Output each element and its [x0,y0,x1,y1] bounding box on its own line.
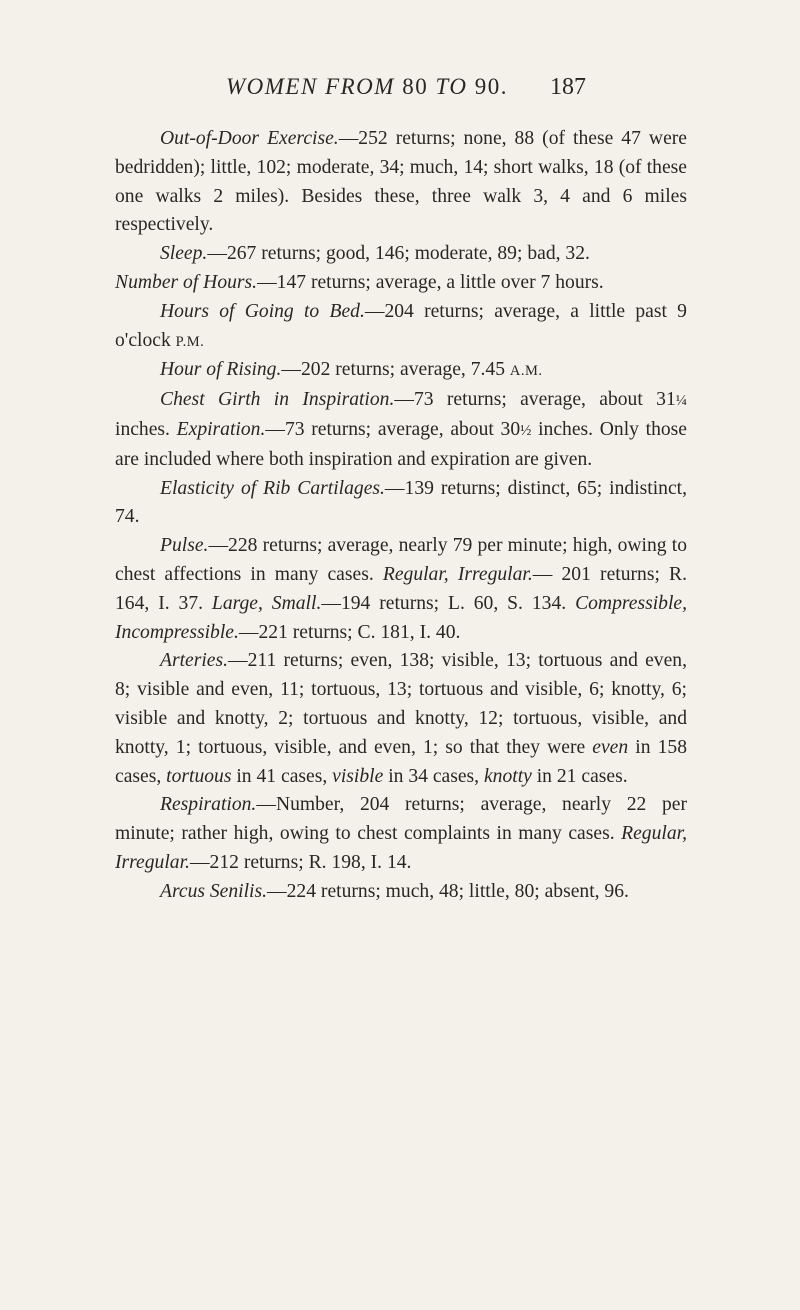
paragraph-text: — 201 returns; R. 164, I. 37. [115,563,687,614]
paragraph-text: —202 returns; average, 7.45 [281,359,510,381]
emphasis: even [592,736,629,758]
section-heading: Hour of Rising. [160,359,282,381]
paragraph-text: —252 returns; none, 88 (of these 47 were bedridden); little, 102; moderate, 34; much, 14; short walks, 18 (of these one walks 2 miles). Besides these, three walk 3, 4 and 6 miles respectively. [115,128,687,236]
body-text [115,125,687,907]
paragraph-arcus-senilis [115,878,687,907]
section-heading: Regular, Irregular. [382,563,533,585]
paragraph-text: —224 returns; much, 48; little, 80; absent, 96. [267,880,629,902]
section-heading: Sleep. [160,243,208,265]
paragraph-number-of-hours [115,269,687,298]
time-suffix: P.M. [175,333,205,350]
paragraph-text: in 34 cases, [383,765,484,787]
paragraph-respiration [115,791,687,877]
paragraph-text: —147 returns; average, a little over 7 hours. [257,271,604,293]
paragraph-chest-girth [115,386,687,474]
paragraph-hours-going-to-bed [115,298,687,357]
running-title-part: TO [428,74,475,99]
page-number: 187 [550,74,586,100]
paragraph-text: —73 returns; average, about 31 [394,389,676,411]
paragraph-pulse [115,532,687,647]
paragraph-text: —Number, 204 returns; average, nearly 22 per minute; rather high, owing to chest complaints in many cases. [115,794,687,845]
section-heading: Regular, Irregular. [115,823,687,873]
running-title-number: 90. [474,74,508,99]
paragraph-text: —211 returns; even, 138; visible, 13; tortuous and even, 8; visible and even, 11; tortuous, 13; tortuous and visible, 6; knotty, 6; visible and knotty, 2; tortuous and knotty, 12; tortuous, visible, and knotty, 1; tortuous, visible, and even, 1; so that they were [115,650,687,758]
section-heading: Elasticity of Rib Cartilages. [160,477,385,499]
paragraph-arteries [115,647,687,791]
section-heading: Number of Hours. [115,271,258,293]
emphasis: visible [332,765,384,787]
section-heading: Hours of Going to Bed. [160,300,365,322]
paragraph-elasticity [115,475,687,533]
running-title-part: WOMEN FROM [226,74,403,99]
paragraph-text: —73 returns; average, about 30 [265,418,521,440]
paragraph-text: —228 returns; average, nearly 79 per minute; high, owing to chest affections in many cases. [115,535,687,585]
paragraph-text: inches. [115,418,177,440]
emphasis: knotty [483,765,532,787]
fraction: ¼ [675,393,687,410]
fraction: ½ [520,422,532,439]
section-heading: Out-of-Door Exercise. [160,128,339,149]
paragraph-text: in 41 cases, [231,765,333,787]
paragraph-text: —221 returns; C. 181, I. 40. [238,621,461,643]
paragraph-sleep [115,240,687,269]
running-head [0,74,800,108]
section-heading: Respiration. [160,794,257,816]
section-heading: Arcus Senilis. [160,880,268,902]
time-suffix: A.M. [509,363,543,380]
section-heading: Large, Small. [211,592,322,614]
running-title-number: 80 [402,74,429,99]
section-heading: Compressible, Incompressible. [115,592,687,643]
section-heading: Expiration. [176,418,266,440]
paragraph-text: —194 returns; L. 60, S. 134. [321,592,576,614]
paragraph-text: —204 returns; average, a little past 9 o'clock [115,300,687,351]
paragraph-outdoor-exercise [115,125,687,240]
paragraph-text: —212 returns; R. 198, I. 14. [189,851,412,873]
section-heading: Chest Girth in Inspiration. [160,389,395,411]
paragraph-text: in 158 cases, [115,736,687,787]
emphasis: tortuous [166,765,232,787]
paragraph-text: in 21 cases. [531,765,628,787]
paragraph-hour-of-rising [115,356,687,386]
running-title [226,74,508,100]
section-heading: Arteries. [160,650,229,672]
paragraph-text: —267 returns; good, 146; moderate, 89; bad, 32. [207,243,590,265]
paragraph-text: inches. Only those are included where both inspiration and expiration are given. [115,418,687,470]
section-heading: Pulse. [160,535,209,557]
paragraph-text: —139 returns; distinct, 65; indistinct, 74. [115,477,687,528]
